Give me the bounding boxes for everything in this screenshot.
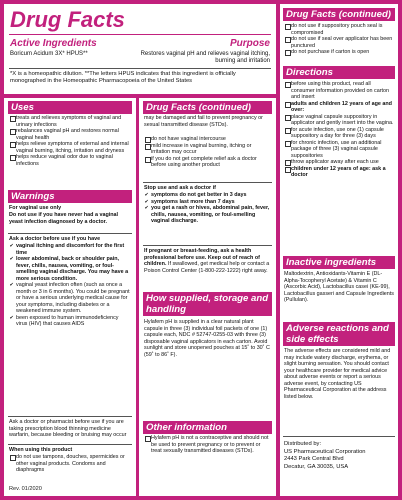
list-item: helps reduce vaginal odor due to vaginal infections — [9, 154, 131, 167]
footnote: *X is a homeopathic dilution. **The letters HPUS indicates that this ingredient is officially monographed in the Homeopathic Pharmacopoeia of the United States — [10, 71, 236, 84]
list-item: if you do not get complete relief ask a doctor before using another product — [144, 156, 271, 169]
uses-list — [9, 115, 131, 167]
list-item: do not use if seal over applicator has been punctured — [284, 36, 395, 49]
divider — [143, 245, 272, 246]
children-warning: Keep out of reach of children. — [144, 254, 260, 267]
ask-doctor-heading: Ask a doctor before use if you have — [9, 236, 101, 242]
purpose-heading: Purpose — [229, 38, 270, 49]
distributor-name: US Pharmaceutical Corporation — [284, 448, 366, 455]
drug-facts-continued-heading-right: Drug Facts (continued) — [283, 8, 395, 21]
how-supplied-text: Hylafem pH is supplied in a clear natural plant capsule in three (3) individual foil packets of one (1) capsule each, NDC # 52747-0255-03 with three (3) disposable vaginal applicators in each carton. Avoid sunlight and store unopened pouches at 15˚ to 30˚ C (59˚ to 86˚ F). — [144, 319, 270, 358]
divider — [283, 436, 395, 437]
list-item: ✔ symptoms do not get better in 3 days — [144, 192, 271, 199]
other-info-list — [144, 435, 271, 455]
when-using-list — [9, 454, 131, 474]
list-item: for acute infection, use one (1) capsule suppository a day for three (3) days — [284, 127, 395, 140]
divider — [8, 233, 132, 234]
when-using-cont-list — [144, 136, 271, 169]
divider — [8, 416, 132, 417]
list-item: helps relieve symptoms of external and internal vaginal burning, itching, irritation and dryness — [9, 141, 131, 154]
continued-text: may be damaged and fail to prevent pregnancy or sexual transmitted disease (STDs). — [144, 115, 263, 128]
stop-use-heading: Stop use and ask a doctor if — [144, 185, 216, 191]
active-ingredient: Boricum Acidum 3X* HPUS** — [10, 51, 88, 57]
list-item: for chronic infection, use an additional package of three (3) vaginal capsule suppositories — [284, 140, 395, 160]
right-column — [280, 4, 398, 496]
list-item: do not have vaginal intercourse — [144, 136, 271, 143]
inactive-ingredients-heading: Inactive ingredients — [283, 256, 395, 269]
list-item: mild increase in vaginal burning, itching or irritation may occur — [144, 143, 271, 156]
divider — [9, 34, 271, 35]
drug-facts-title: Drug Facts — [10, 7, 125, 32]
inactive-ingredients-text: Maltodextrin, Antioxidants-Vitamin E (DL-Alpha-Tocopheryl Acetate) & Vitamin C (Ascorbic Acid), Lactobacillus casei (KE-99), Lactobacillus gasseri and Capsule Ingredients (Pullulan). — [284, 271, 394, 303]
directions-heading: Directions — [283, 66, 395, 79]
divider — [143, 182, 272, 183]
list-item: ✔ vaginal yeast infection often (such as once a month or 3 in 6 months). You could be pregnant or have a serious underlying medical cause for your symptoms, including diabetes or a weakened immune system. — [9, 282, 131, 315]
adverse-reactions-heading: Adverse reactions and side effects — [283, 322, 395, 346]
list-item: children under 12 years of age: ask a doctor — [284, 166, 395, 179]
list-item: do not purchase if carton is open — [284, 49, 395, 56]
distributor-address-line2: Decatur, GA 30035, USA — [284, 463, 349, 470]
package-warning-list — [284, 23, 395, 56]
stop-use-list — [144, 192, 271, 225]
list-item: adults and children 12 years of age and over: — [284, 101, 395, 114]
warnings-heading: Warnings — [8, 190, 132, 203]
list-item: treats and relieves symptoms of vaginal and urinary infections — [9, 115, 131, 128]
ask-doctor-list — [9, 243, 131, 328]
drug-facts-continued-heading: Drug Facts (continued) — [143, 101, 272, 114]
drug-facts-top-panel — [4, 4, 276, 94]
list-item: before using this product, read all consumer information provided on carton and insert — [284, 81, 395, 101]
list-item: ✔ been exposed to human immunodeficiency virus (HIV) that causes AIDS — [9, 315, 131, 328]
list-item: throw applicator away after each use — [284, 159, 395, 166]
list-item: rebalances vaginal pH and restores normal vaginal health — [9, 128, 131, 141]
do-not-use: Do not use if you have never had a vaginal yeast infection diagnosed by a doctor. — [9, 212, 119, 225]
adverse-reactions-text: The adverse effects are considered mild and may include watery discharge, erythema, or slight burning sensation. You should contact your healthcare provider for medical advice about adverse events or report a serious adverse event, by contacting US Pharmaceutical Corporation at the address listed below. — [284, 348, 391, 400]
list-item: ✔ lower abdominal, back or shoulder pain, fever, chills, nausea, vomiting, or foul-smelling vaginal discharge. You may have a more serious condition. — [9, 256, 131, 282]
left-column — [4, 98, 136, 496]
list-item: do not use if suppository pouch seal is compromised — [284, 23, 395, 36]
directions-list — [284, 81, 395, 179]
list-item: ✔ vaginal itching and discomfort for the first time — [9, 243, 131, 256]
how-supplied-heading: How supplied, storage and handling — [143, 292, 272, 316]
list-item: Hylafem pH is not a contraceptive and should not be used to prevent pregnancy or to prevent or treat sexually transmitted diseases (STDs). — [144, 435, 271, 455]
pregnancy-warning — [144, 248, 271, 274]
vaginal-use-only: For vaginal use only — [9, 205, 62, 211]
uses-heading: Uses — [8, 101, 132, 114]
middle-column — [139, 98, 276, 496]
distributor-address-line1: 2443 Park Central Blvd — [284, 456, 344, 462]
distributor-label: Distributed by: — [284, 441, 322, 447]
list-item: ✔ you get a rash or hives, abdominal pain, fever, chills, nausea, vomiting, or foul-smelling vaginal discharge. — [144, 205, 271, 225]
list-item: place vaginal capsule suppository in applicator and gently insert into the vagina. — [284, 114, 395, 127]
purpose-text: Restores vaginal pH and relieves vaginal itching, burning and irritation — [140, 51, 270, 64]
active-ingredients-heading: Active Ingredients — [10, 38, 97, 49]
pregnancy-text: If pregnant or breast-feeding, ask a health professional before use. — [144, 248, 252, 261]
revision-label: Rev. 01/2020 — [9, 486, 42, 492]
list-item: ✔ symptoms last more than 7 days — [144, 199, 271, 206]
pharmacist-warning: Ask a doctor or pharmacist before use if you are taking prescription blood thinning medicine warfarin, because bleeding or bruising may occur — [9, 419, 127, 438]
distributor-block — [284, 441, 395, 471]
divider — [8, 444, 132, 445]
other-info-heading: Other information — [143, 421, 272, 434]
children-warning-rest: If swallowed, get medical help or contact a Poison Control Center (1-800-222-1222) right away. — [144, 261, 270, 274]
when-using-heading: When using this product — [9, 447, 73, 453]
list-item: do not use tampons, douches, spermicides or other vaginal products. Condoms and diaphragms — [9, 454, 131, 474]
divider — [9, 68, 271, 69]
